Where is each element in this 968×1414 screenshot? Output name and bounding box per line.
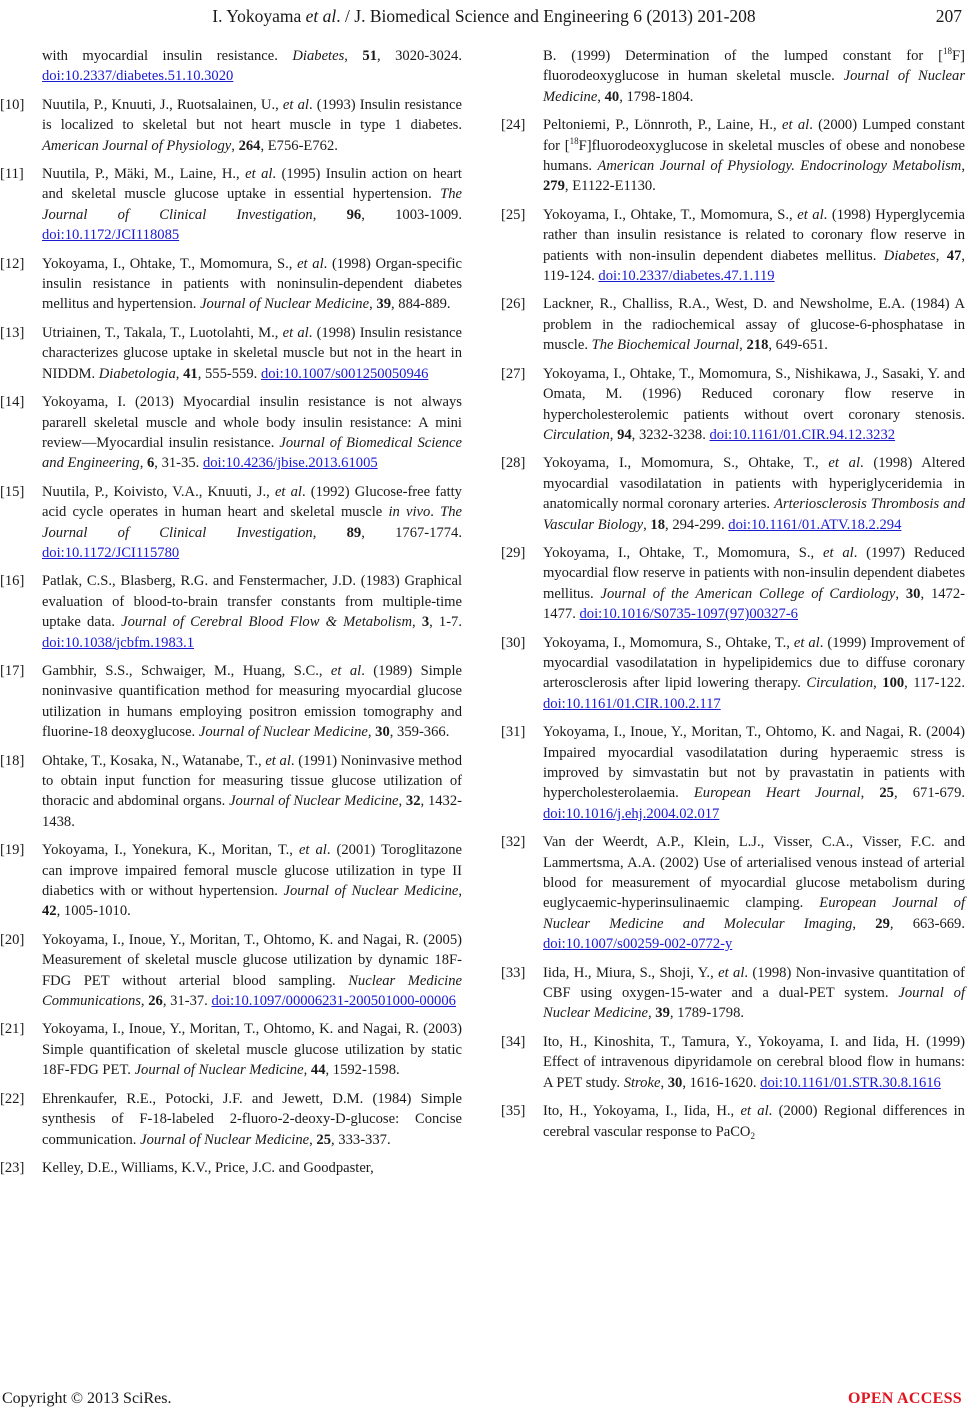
running-title-et-al: et al (305, 6, 337, 26)
reference-segment: , (961, 158, 965, 175)
reference-number: [20] (0, 931, 25, 948)
page-number: 207 (935, 6, 962, 26)
reference-segment: , 1789-1798. (669, 1005, 745, 1022)
reference-segment: , 1472-1477. (543, 585, 965, 623)
reference-italic: in vivo (388, 504, 431, 521)
subscript: 2 (750, 1130, 755, 1141)
reference-item (501, 1032, 965, 1093)
reference-item (0, 840, 462, 922)
reference-segment: Yokoyama, I. (2013) Myocardial insulin resistance is not always pararell skeletal muscle and whole body insulin resistance: A mini review—Myocardial insulin resistance. (42, 394, 462, 451)
reference-segment: . (1992) Glucose-free fatty acid cycle operates in human heart and skeletal muscle (42, 483, 462, 521)
reference-text (543, 724, 965, 822)
reference-volume: 39 (376, 296, 391, 313)
reference-number: [11] (0, 166, 24, 183)
reference-volume: 47 (946, 247, 962, 264)
reference-italic: Journal of Nuclear Medicine (200, 296, 370, 313)
reference-segment: . (1998) Insulin resistance characterizes glucose uptake in skeletal muscle but not in the heart in NIDDM. (42, 324, 462, 382)
reference-item (501, 453, 965, 535)
reference-volume: 30 (375, 724, 390, 741)
reference-segment: , (303, 1062, 311, 1079)
reference-number: [27] (501, 365, 526, 382)
reference-number: [12] (0, 255, 25, 272)
reference-segment: , (309, 1131, 317, 1148)
reference-segment: , (739, 337, 747, 354)
doi-link[interactable]: doi:10.1007/s001250050946 (260, 365, 429, 382)
reference-segment: Kelley, D.E., Williams, K.V., Price, J.C. and Goodpaster, (42, 1159, 374, 1176)
reference-text (543, 117, 965, 194)
superscript: 18 (943, 46, 953, 56)
reference-volume: 42 (42, 903, 57, 920)
reference-italic: Journal of Nuclear Medicine (543, 68, 965, 105)
reference-segment: , (312, 524, 347, 541)
reference-segment: Yokoyama, I., Momomura, S., Ohtake, T., (543, 634, 794, 651)
reference-segment: , 1432-1438. (42, 793, 462, 830)
reference-text (543, 1034, 965, 1091)
reference-volume: 40 (604, 88, 620, 105)
reference-segment: , 3020-3024. (377, 48, 463, 64)
reference-italic: Nuclear Medicine Communications (42, 972, 462, 1010)
reference-volume: 29 (875, 915, 890, 932)
reference-number: [26] (501, 296, 526, 313)
reference-segment: , 1592-1598. (325, 1062, 400, 1079)
reference-italic: Journal of Cerebral Blood Flow & Metabolism (121, 614, 413, 631)
running-header (0, 4, 968, 32)
doi-link[interactable]: doi:10.1038/jcbfm.1983.1 (42, 634, 195, 651)
reference-italic: American Journal of Physiology (42, 137, 232, 154)
reference-italic: Diabetes (292, 48, 345, 64)
doi-link[interactable]: doi:10.4236/jbise.2013.61005 (202, 455, 378, 472)
doi-link[interactable]: doi:10.1161/01.ATV.18.2.294 (728, 516, 902, 533)
doi-link[interactable]: doi:10.1161/01.CIR.100.2.117 (543, 695, 721, 712)
reference-segment: Yokoyama, I., Yonekura, K., Moritan, T., (42, 842, 299, 859)
reference-segment: Yokoyama, I., Ohtake, T., Momomura, S., Nishikawa, J., Sasaki, Y. and Omata, M. (1996) Reduced coronary flow reserve in hypercholesterolemic patients without overt coronary stenosis. (543, 365, 965, 423)
reference-item (501, 633, 965, 715)
reference-italic: Journal of Nuclear Medicine (140, 1131, 310, 1148)
reference-italic: European Heart Journal (693, 785, 861, 802)
reference-number: [22] (0, 1090, 25, 1107)
reference-text (543, 1103, 965, 1139)
reference-text (543, 635, 965, 712)
reference-segment: Patlak, C.S., Blasberg, R.G. and Fenstermacher, J.D. (1983) Graphical evaluation of blood-to-brain transfer constants from multiple-time uptake data. (42, 573, 462, 631)
reference-segment: Ehrenkaufer, R.E., Potocki, J.F. and Jewett, D.M. (1984) Simple synthesis of F-18-labeled 2-fluoro-2-deoxy-D-glucose: Concise communication. (42, 1090, 462, 1148)
reference-italic: Circulation (543, 426, 610, 443)
doi-link[interactable]: doi:10.1097/00006231-200501000-00006 (211, 993, 456, 1010)
reference-italic: et al (740, 1103, 769, 1120)
reference-italic: Stroke (623, 1074, 661, 1091)
reference-item (501, 205, 965, 287)
reference-text (543, 545, 965, 622)
reference-italic: Journal of Nuclear Medicine (283, 883, 459, 900)
reference-volume: 39 (655, 1005, 670, 1022)
reference-text (543, 455, 965, 532)
reference-segment: Utriainen, T., Takala, T., Luotolahti, M., (42, 324, 283, 341)
reference-number: [13] (0, 324, 25, 341)
reference-segment: F]fluorodeoxyglucose in skeletal muscles of obese and nonobese humans. (543, 137, 965, 175)
running-title-suffix: . / J. Biomedical Science and Engineering 6 (2013) 201-208 (336, 6, 756, 26)
reference-italic: et al (797, 206, 824, 223)
reference-item (501, 722, 965, 824)
reference-item (0, 482, 462, 564)
reference-segment: , (344, 48, 363, 64)
references-column-right (501, 46, 965, 1150)
reference-text (42, 573, 462, 650)
running-title (0, 4, 968, 28)
doi-link[interactable]: doi:10.1172/JCI118085 (42, 227, 180, 244)
reference-number: [16] (0, 573, 25, 590)
reference-text (42, 932, 462, 1009)
reference-italic: et al (793, 634, 820, 651)
reference-segment: , 3232-3238. (631, 426, 710, 443)
reference-number: [17] (0, 662, 25, 679)
reference-segment: . (1998) Non-invasive quantitation of CBF using oxygen-15-water and a dual-PET system. (543, 964, 965, 1002)
reference-segment: Yokoyama, I., Inoue, Y., Moritan, T., Ohtomo, K. and Nagai, R. (2005) Measurement of skeletal muscle glucose utilization by dynamic 18F-FDG PET without arterial blood sampling. (42, 931, 462, 989)
reference-volume: 3 (421, 614, 430, 631)
doi-link[interactable]: doi:10.2337/diabetes.47.1.119 (598, 268, 775, 285)
reference-segment: , (609, 426, 618, 443)
doi-link[interactable]: doi:10.2337/diabetes.51.10.3020 (42, 68, 234, 85)
reference-italic: et al (828, 455, 861, 472)
reference-segment: . (1993) Insulin resistance is localized to skeletal but not heart muscle in type 1 diabetes. (42, 96, 462, 134)
reference-item (0, 1158, 462, 1178)
references-column-left (0, 46, 462, 1186)
doi-link[interactable]: doi:10.1016/S0735-1097(97)00327-6 (579, 606, 798, 623)
reference-segment: , (873, 675, 883, 692)
reference-volume: 6 (146, 455, 155, 472)
reference-italic: European Journal of Nuclear Medicine and Molecular Imaging (543, 895, 965, 932)
reference-volume: 218 (746, 337, 769, 354)
reference-volume: 26 (148, 993, 163, 1010)
copyright-notice: Copyright © 2013 SciRes. (2, 1390, 172, 1407)
reference-segment: . (1997) Reduced myocardial flow reserve in patients with non-insulin dependent diabetes mellitus. (543, 544, 965, 602)
reference-segment: Yokoyama, I., Inoue, Y., Moritan, T., Ohtomo, K. and Nagai, R. (2003) Simple quantification of skeletal muscle glucose utilization by static 18F-FDG PET. (42, 1021, 462, 1079)
reference-segment: , (660, 1074, 668, 1091)
reference-segment: , 555-559. (197, 365, 261, 382)
reference-segment: , (175, 365, 184, 382)
reference-text (543, 207, 965, 284)
reference-number: [35] (501, 1103, 526, 1120)
doi-link[interactable]: doi:10.1161/01.STR.30.8.1616 (760, 1074, 941, 1091)
reference-text (42, 325, 462, 382)
reference-item (0, 323, 462, 384)
reference-volume: 264 (238, 137, 261, 154)
reference-segment: Peltoniemi, P., Lönnroth, P., Laine, H., (543, 117, 783, 134)
reference-text (42, 394, 462, 471)
doi-link[interactable]: doi:10.1007/s00259-002-0772-y (543, 936, 733, 953)
reference-text (42, 97, 462, 154)
reference-segment: , 649-651. (768, 337, 828, 354)
reference-number: [32] (501, 834, 526, 851)
reference-number: [23] (0, 1159, 25, 1176)
reference-continuation (501, 46, 965, 107)
reference-segment: , E756-E762. (260, 137, 338, 154)
reference-segment: Nuutila, P., Knuuti, J., Ruotsalainen, U., (42, 96, 283, 113)
reference-segment: , (412, 614, 422, 631)
reference-number: [30] (501, 634, 526, 651)
reference-segment: F] fluorodeoxyglucose in human skeletal muscle. (543, 48, 965, 85)
reference-italic: et al (718, 964, 745, 981)
reference-number: [15] (0, 483, 25, 500)
reference-segment: , (312, 206, 347, 223)
reference-number: [18] (0, 752, 25, 769)
reference-item (501, 115, 965, 197)
reference-segment: Lackner, R., Challiss, R.A., West, D. and Newsholme, E.A. (1984) A problem in the radiochemical assay of glucose-6-phosphatase in muscle. (543, 296, 965, 354)
reference-segment: , 1003-1009. (361, 206, 462, 223)
reference-italic: et al (282, 96, 309, 113)
reference-segment: Ito, H., Kinoshita, T., Tamura, Y., Yokoyama, I. and Iida, H. (1999) Effect of intravenous dipyridamole on cerebral blood flow in humans: A PET study. (543, 1033, 965, 1091)
reference-item (501, 963, 965, 1024)
reference-italic: et al (274, 483, 302, 500)
reference-item (0, 254, 462, 315)
reference-item (0, 571, 462, 653)
reference-segment: , 31-37. (162, 993, 212, 1010)
open-access-badge[interactable]: OPEN ACCESS (848, 1390, 962, 1407)
reference-italic: Arteriosclerosis Thrombosis and Vascular Biology (543, 496, 965, 533)
reference-segment: Yokoyama, I., Ohtake, T., Momomura, S., (543, 206, 798, 223)
reference-italic: et al (282, 324, 309, 341)
reference-italic: et al (245, 166, 273, 183)
reference-item (501, 1101, 965, 1142)
reference-volume: 18 (650, 516, 666, 533)
reference-segment: , 31-35. (154, 455, 203, 472)
reference-text (42, 256, 462, 313)
reference-volume: 30 (905, 585, 921, 602)
reference-segment: Yokoyama, I., Ohtake, T., Momomura, S., (42, 255, 298, 272)
reference-volume: 41 (183, 365, 198, 382)
reference-segment: . (1999) Improvement of myocardial vasodilatation in hypelipidemics due to diffuse coronary arterosclerosis after lipid lowering therapy. (543, 634, 965, 692)
reference-segment: , E1122-E1130. (564, 178, 656, 195)
reference-text (42, 1160, 374, 1176)
reference-segment: , (860, 785, 880, 802)
reference-number: [28] (501, 455, 526, 472)
reference-item (501, 294, 965, 355)
reference-segment: , 359-366. (389, 724, 450, 741)
reference-italic: The Journal of Clinical Investigation (42, 186, 462, 223)
reference-number: [31] (501, 724, 526, 741)
reference-volume: 25 (879, 785, 894, 802)
reference-text (543, 296, 965, 353)
doi-link[interactable]: doi:10.1161/01.CIR.94.12.3232 (709, 426, 896, 443)
reference-volume: 44 (310, 1062, 326, 1079)
reference-segment: , (369, 296, 377, 313)
reference-italic: American Journal of Physiology. Endocrinology Metabolism (597, 158, 962, 175)
reference-text (543, 834, 965, 952)
reference-italic: The Biochemical Journal (591, 337, 740, 354)
reference-segment: , (140, 993, 149, 1010)
reference-segment: , 671-679. (893, 785, 966, 802)
reference-volume: 279 (543, 178, 565, 195)
reference-italic: Journal of Nuclear Medicine (229, 793, 399, 810)
reference-segment: . (1998) Altered myocardial vasodilatation in patients with hyperiglyceridemia in anatomically normal coronary arteries. (543, 455, 965, 513)
reference-segment: , 1005-1010. (56, 903, 131, 920)
reference-text (42, 48, 462, 84)
reference-text (42, 842, 462, 919)
reference-segment: . (2000) Lumped constant for [ (543, 117, 965, 154)
reference-segment: . (430, 504, 441, 521)
reference-item (0, 751, 462, 833)
reference-segment: , 119-124. (543, 247, 966, 285)
reference-italic: et al (297, 255, 324, 272)
superscript: 18 (569, 135, 579, 146)
reference-text (42, 663, 462, 740)
reference-volume: 25 (316, 1131, 331, 1148)
reference-number: [19] (0, 842, 25, 859)
reference-segment: . (1998) Hyperglycemia rather than insulin resistance is related to coronary flow reserve in patients with non-insulin dependent diabetes mellitus. (543, 206, 965, 264)
reference-segment: Yokoyama, I., Momomura, S., Ohtake, T., (543, 455, 829, 472)
reference-italic: Journal of Nuclear Medicine (198, 724, 368, 741)
reference-segment: , 884-889. (390, 296, 451, 313)
reference-item (501, 543, 965, 625)
reference-item (0, 930, 462, 1012)
reference-volume: 51 (362, 48, 377, 64)
reference-segment: . (1989) Simple noninvasive quantification method for measuring myocardial glucose utilization in humans employing positron emission tomography and fluorine-18 deoxyglucose. (42, 662, 462, 741)
reference-italic: Journal of the American College of Cardiology (600, 585, 896, 602)
reference-segment: Yokoyama, I., Inoue, Y., Moritan, T., Ohtomo, K. and Nagai, R. (2004) Impaired myocardial vasodilatation during hyperaemic stress is improved by simvastatin but not by pravastatin in patients with hypercholesterolaemia. (543, 724, 965, 802)
reference-number: [29] (501, 544, 526, 561)
reference-italic: Circulation (806, 675, 874, 692)
reference-item (501, 364, 965, 446)
reference-italic: Journal of Nuclear Medicine (543, 985, 965, 1022)
reference-segment: Yokoyama, I., Ohtake, T., Momomura, S., (543, 544, 823, 561)
reference-text (42, 166, 462, 243)
reference-number: [34] (501, 1033, 526, 1050)
reference-segment: , (643, 516, 651, 533)
running-title-prefix: I. Yokoyama (212, 6, 306, 26)
reference-segment: . (1991) Noninvasive method to obtain input function for measuring tissue glucose utilization of thoracic and abdominal organs. (42, 752, 462, 810)
reference-volume: 94 (617, 426, 632, 443)
reference-segment: , (458, 883, 462, 900)
reference-segment: , (597, 88, 605, 105)
reference-text (42, 484, 462, 561)
reference-segment: , 1616-1620. (682, 1074, 761, 1091)
page-footer (0, 1388, 968, 1412)
doi-link[interactable]: doi:10.1172/JCI115780 (42, 544, 180, 561)
reference-italic: et al (822, 544, 854, 561)
reference-text (42, 1021, 462, 1078)
reference-segment: , (231, 137, 239, 154)
reference-segment: , 1798-1804. (619, 88, 694, 105)
reference-segment: , (935, 247, 947, 264)
reference-number: [14] (0, 394, 25, 411)
reference-segment: with myocardial insulin resistance. (42, 48, 293, 64)
doi-link[interactable]: doi:10.1016/j.ehj.2004.02.017 (543, 805, 720, 822)
reference-italic: et al (330, 662, 362, 679)
reference-segment: , (895, 585, 906, 602)
reference-segment: Gambhir, S.S., Schwaiger, M., Huang, S.C., (42, 662, 331, 679)
reference-segment: Ohtake, T., Kosaka, N., Watanabe, T., (42, 752, 266, 769)
reference-segment: B. (1999) Determination of the lumped constant for [ (543, 48, 944, 64)
reference-item (501, 832, 965, 954)
reference-volume: 30 (667, 1074, 683, 1091)
reference-segment: , 333-337. (331, 1131, 391, 1148)
reference-segment: . (1995) Insulin action on heart and skeletal muscle glucose uptake in essential hypertension. (42, 166, 462, 203)
reference-italic: Diabetes (883, 247, 936, 264)
reference-volume: 89 (346, 524, 362, 541)
reference-segment: . (1998) Organ-specific insulin resistance in patients with noninsulin-dependent diabetes mellitus and hypertension. (42, 255, 462, 313)
reference-volume: 100 (882, 675, 905, 692)
reference-segment: , 294-299. (665, 516, 729, 533)
reference-segment: Nuutila, P., Koivisto, V.A., Knuuti, J., (42, 483, 275, 500)
reference-segment: , 1-7. (429, 614, 463, 631)
reference-number: [21] (0, 1021, 25, 1038)
reference-number: [24] (501, 117, 526, 134)
reference-text (42, 753, 462, 830)
reference-volume: 32 (405, 793, 421, 810)
reference-item (0, 95, 462, 156)
reference-text (543, 965, 965, 1022)
reference-italic: Journal of Nuclear Medicine (134, 1062, 304, 1079)
reference-segment: , 663-669. (889, 915, 965, 932)
reference-italic: The Journal of Clinical Investigation (42, 504, 463, 541)
reference-italic: et al (265, 752, 291, 769)
reference-segment: , (647, 1005, 656, 1022)
reference-number: [25] (501, 206, 526, 223)
reference-item (0, 164, 462, 246)
reference-italic: et al (782, 117, 810, 134)
reference-segment: , (367, 724, 376, 741)
reference-text (543, 366, 965, 443)
reference-number: [33] (501, 964, 526, 981)
reference-italic: Journal of Biomedical Science and Engineering (42, 434, 462, 472)
reference-segment: Iida, H., Miura, S., Shoji, Y., (543, 964, 719, 981)
reference-segment: , 117-122. (904, 675, 966, 692)
reference-segment: , (398, 793, 406, 810)
reference-segment: , (852, 915, 876, 932)
reference-segment: . (2000) Regional differences in cerebral vascular response to PaCO (543, 1103, 965, 1140)
reference-segment: . (2001) Toroglitazone can improve impaired femoral muscle glucose utilization in type II diabetics with or without hypertension. (42, 842, 462, 900)
reference-segment: , (139, 455, 147, 472)
reference-continuation (0, 46, 462, 87)
reference-item (0, 661, 462, 743)
reference-segment: Van der Weerdt, A.P., Klein, L.J., Visser, C.A., Visser, F.C. and Lammertsma, A.A. (2002) Use of arterialised venous instead of arterial blood for measurement of myocardial glucose metabolism during euglycaemic-hyperinsulinaemic clamping. (543, 834, 965, 912)
reference-text (42, 1091, 462, 1148)
reference-italic: Diabetologia (98, 365, 176, 382)
reference-text (543, 48, 965, 105)
reference-segment: Nuutila, P., Mäki, M., Laine, H., (42, 166, 246, 183)
reference-segment: Ito, H., Yokoyama, I., Iida, H., (543, 1103, 741, 1120)
reference-italic: et al (298, 842, 327, 859)
reference-volume: 96 (346, 206, 362, 223)
reference-item (0, 392, 462, 474)
reference-item (0, 1019, 462, 1080)
reference-number: [10] (0, 96, 25, 113)
reference-item (0, 1089, 462, 1150)
reference-segment: , 1767-1774. (361, 524, 462, 541)
